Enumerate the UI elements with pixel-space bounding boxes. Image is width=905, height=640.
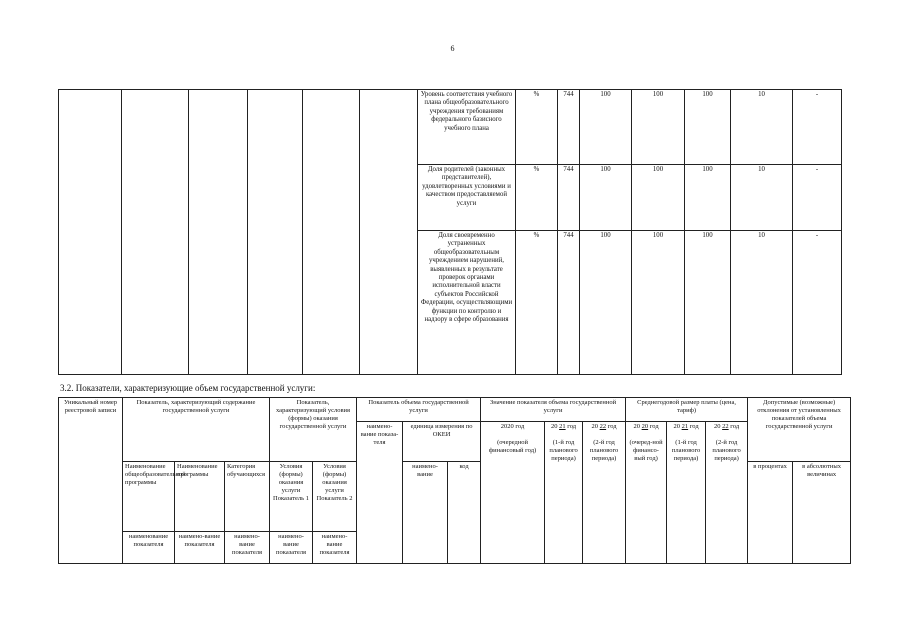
deviation-absolute: - — [793, 90, 842, 165]
indicator-name: Уровень соответствия учебного плана общеобразовательного учреждения требованиям федерального базисного учебного плана — [418, 90, 516, 165]
year-suffix: 22 — [722, 423, 729, 430]
year-2020-header — [481, 422, 545, 564]
deviation-percent: 10 — [731, 231, 793, 375]
program-name2-header: Наименование программы — [175, 462, 225, 532]
fee-2022-header — [706, 422, 748, 564]
indicator-name-header: наимено-вание показа-теля — [357, 422, 403, 564]
value-2020: 100 — [580, 165, 632, 231]
value-2020: 100 — [580, 90, 632, 165]
category-header: Категория обучающихся — [225, 462, 270, 532]
quality-indicators-table — [58, 89, 842, 375]
blank-cell — [303, 90, 360, 375]
volume-indicators-table — [58, 397, 851, 564]
year-word: год — [689, 423, 699, 430]
unit: % — [516, 165, 558, 231]
year-prefix: 20 — [550, 423, 558, 430]
fee-2020-note: (очеред-ной финансо-вый год) — [629, 439, 663, 462]
value-2022: 100 — [685, 165, 731, 231]
year-word: год — [730, 423, 740, 430]
indicator-name: Доля своевременно устраненных общеобразовательным учреждением нарушений, выявленных в результате проверок органами исполнительной власти субъектов Российской Федерации, осуществляющими функции по контролю и надзору в сфере образования — [418, 231, 516, 375]
blank-cell — [122, 90, 189, 375]
value-2021: 100 — [632, 231, 685, 375]
deviation-absolute: - — [793, 231, 842, 375]
year-prefix: 20 — [714, 423, 721, 430]
indicator-name-cell: наимено-вание показателя — [270, 532, 313, 564]
indicator-name: Доля родителей (законных представителей), удовлетворенных условиями и качеством предоставляемой услуги — [418, 165, 516, 231]
year-prefix: 20 — [633, 423, 640, 430]
page-number: 6 — [450, 44, 455, 53]
section-title: 3.2. Показатели, характеризующие объем государственной услуги: — [60, 383, 316, 393]
unit-name-header: наимено-вание — [403, 462, 448, 564]
indicator-name-cell: наимено-вание показателя — [175, 532, 225, 564]
indicator-name-cell: наимено-вание показателя — [313, 532, 357, 564]
fee-2022-note: (2-й год планового периода) — [712, 439, 741, 462]
blank-cell — [248, 90, 303, 375]
okei-code: 744 — [558, 165, 580, 231]
year-suffix: 21 — [559, 423, 566, 430]
condition2-header: Условия (формы) оказания услуги Показатель 2 — [313, 462, 357, 532]
okei-code: 744 — [558, 90, 580, 165]
unit: % — [516, 231, 558, 375]
conditions-header: Показатель, характеризующий условия (формы) оказания государственной услуги — [270, 398, 357, 462]
in-absolute-header: в абсолютных величинах — [793, 462, 851, 564]
program-name-header: Наименование общеобразовательной программы — [123, 462, 175, 532]
deviation-absolute: - — [793, 165, 842, 231]
value-2022: 100 — [685, 90, 731, 165]
year-word: год — [649, 423, 659, 430]
in-percent-header: в процентах — [748, 462, 793, 564]
volume-header: Показатель объема государственной услуги — [357, 398, 481, 422]
table-row — [59, 398, 851, 422]
year-2022-note: (2-й год планового периода) — [589, 439, 619, 462]
value-2021: 100 — [632, 90, 685, 165]
year-word: год — [607, 423, 617, 430]
year-prefix: 20 — [591, 423, 598, 430]
year-suffix: 22 — [599, 423, 607, 430]
unit: % — [516, 90, 558, 165]
year-2021-header — [545, 422, 583, 564]
unit-code-header: код — [448, 462, 481, 564]
year-word: год — [567, 423, 577, 430]
year-suffix: 21 — [681, 423, 689, 430]
deviation-percent: 10 — [731, 90, 793, 165]
deviation-header: Допустимые (возможные) отклонения от установленных показателей объема государственной услуги — [748, 398, 851, 462]
year-2020-note: (очередной финансовый год) — [488, 439, 537, 454]
blank-cell — [360, 90, 418, 375]
fee-2021-header — [667, 422, 706, 564]
indicator-name-cell: наимено-вание показателя — [225, 532, 270, 564]
year-prefix: 20 — [673, 423, 680, 430]
indicator-name-cell: наименование показателя — [123, 532, 175, 564]
fee-2020-header — [626, 422, 667, 564]
value-header: Значение показателя объема государственной услуги — [481, 398, 626, 422]
okei-code: 744 — [558, 231, 580, 375]
unique-number-header: Уникальный номер реестровой записи — [59, 398, 123, 564]
fee-header: Среднегодовой размер платы (цена, тариф) — [626, 398, 748, 422]
value-2022: 100 — [685, 231, 731, 375]
blank-cell — [189, 90, 248, 375]
year-2022-header — [583, 422, 626, 564]
fee-2021-note: (1-й год планового периода) — [671, 439, 701, 462]
content-header: Показатель, характеризующий содержание государственной услуги — [123, 398, 270, 462]
year-2021-note: (1-й год планового периода) — [549, 439, 578, 462]
year-2020-label: 2020 год — [500, 423, 525, 430]
year-suffix: 20 — [641, 423, 649, 430]
value-2021: 100 — [632, 165, 685, 231]
condition1-header: Условия (формы) оказания услуги Показатель 1 — [270, 462, 313, 532]
blank-cell — [59, 90, 122, 375]
value-2020: 100 — [580, 231, 632, 375]
deviation-percent: 10 — [731, 165, 793, 231]
unit-measure-header: единица измерения по ОКЕИ — [403, 422, 481, 462]
table-row — [59, 90, 842, 165]
